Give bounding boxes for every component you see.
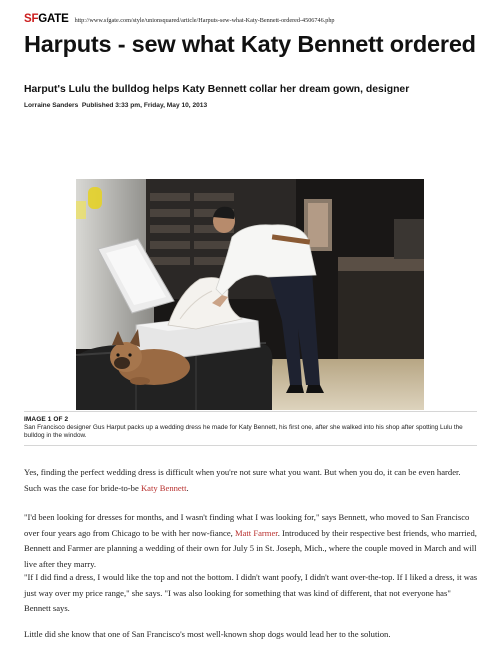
caption-divider-bottom xyxy=(24,445,477,446)
logo-gate: GATE xyxy=(38,13,69,25)
paragraph-4: Little did she know that one of San Francisco's most well-known shop dogs would lead her to the solution. xyxy=(24,629,391,639)
article-title: Harputs - sew what Katy Bennett ordered xyxy=(24,31,476,57)
paragraph-2-end: . Introduced by their respective best friends, who married, Bennett and Farmer are planning a wedding of their own for July 5 in St. Joseph, Mich., where the couple moved in March and will live after they marry. xyxy=(24,527,477,569)
publish-date: Published 3:33 pm, Friday, May 10, 2013 xyxy=(81,102,208,109)
paragraph-3: "If I did find a dress, I would like the top and not the bottom. I didn't want poofy, I didn't want over-the-top. If I liked a dress, it was just way over my price range," she says. "I was also looking for something that was kind of different, that not everyone has" Bennett says. xyxy=(24,572,478,614)
photo-caption: San Francisco designer Gus Harput packs up a wedding dress he made for Katy Bennett, his first one, after she walked into his shop after spotting Lulu the bulldog in the window. xyxy=(24,424,463,440)
paragraph-2-text: "I'd been looking for dresses for months, and I wasn't finding what I was looking for," says Bennett, who moved to San Francisco over four years ago from Chicago to be with her now-fiance, xyxy=(24,512,470,538)
paragraph-1-end: . xyxy=(186,482,189,493)
logo-sf: SF xyxy=(24,13,39,25)
image-counter: IMAGE 1 OF 2 xyxy=(24,416,69,423)
article-subtitle: Harput's Lulu the bulldog helps Katy Bennett collar her dream gown, designer xyxy=(24,84,410,95)
page-url: http://www.sfgate.com/style/unionsquared/article/Harputs-sew-what-Katy-Bennett-ordered-4506746.php xyxy=(74,17,335,24)
article-photo[interactable] xyxy=(76,179,424,410)
author-name: Lorraine Sanders xyxy=(24,102,79,109)
page-header xyxy=(24,13,335,25)
sfgate-logo[interactable] xyxy=(24,13,69,25)
byline xyxy=(24,102,207,109)
paragraph-1-text: Yes, finding the perfect wedding dress is difficult when you're not sure what you want. But when you do, it can be even harder. Such was the case for bride-to-be xyxy=(24,467,461,493)
link-katy-bennett[interactable]: Katy Bennett xyxy=(140,482,187,493)
paragraph-2 xyxy=(24,510,479,572)
caption-divider-top xyxy=(24,411,477,412)
paragraph-1 xyxy=(24,465,479,496)
link-matt-farmer[interactable]: Matt Farmer xyxy=(234,527,278,538)
photo-illustration xyxy=(76,179,424,410)
